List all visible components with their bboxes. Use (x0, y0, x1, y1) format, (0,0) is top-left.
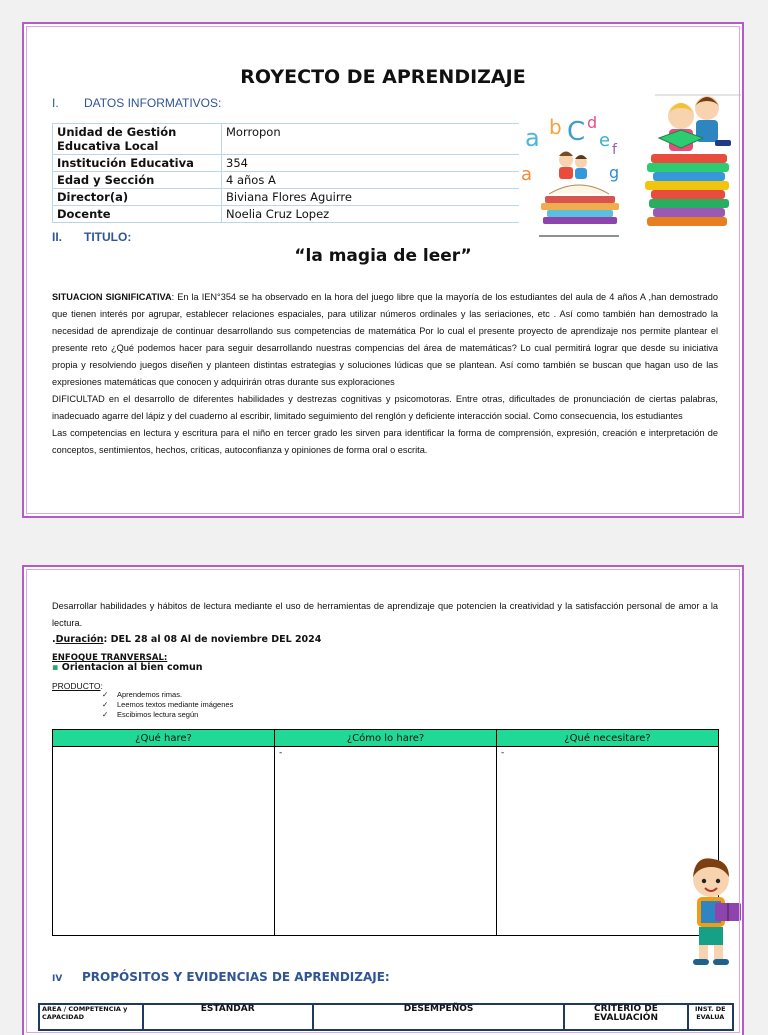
svg-text:f: f (612, 142, 617, 158)
column-header: ESTANDAR (143, 1004, 313, 1030)
section-label: PROPÓSITOS Y EVIDENCIAS DE APRENDIZAJE: (82, 970, 390, 984)
info-key: Docente (53, 206, 222, 223)
children-reading-books-illustration (519, 94, 741, 238)
page-2 (22, 565, 744, 1035)
column-header: ¿Qué necesitare? (497, 730, 719, 747)
enfoque-value: Orientacion al bien comun (61, 662, 203, 673)
info-key: Unidad de Gestión Educativa Local (53, 124, 222, 155)
column-header: DESEMPEÑOS (313, 1004, 565, 1030)
propositos-table (38, 1003, 734, 1031)
table-cell: - (275, 747, 497, 936)
enfoque-label: ENFOQUE TRANVERSAL: (52, 653, 168, 663)
producto-list (102, 690, 233, 720)
duration-label: Duración (55, 634, 104, 645)
info-value: Morropon (222, 124, 702, 155)
info-key: Director(a) (53, 189, 222, 206)
competencias-paragraph: Las competencias en lectura y escritura para el niño en tercer grado les sirven para identificar la forma de comprensión, expresión, creación e interpretación de conceptos, sentimientos, hechos, críticas, autoconfianza y opiniones de forma oral o escrita. (52, 428, 718, 455)
column-header: ¿Qué hare? (53, 730, 275, 747)
table-cell: - (497, 747, 719, 936)
document-title: ROYECTO DE APRENDIZAJE (240, 66, 526, 88)
dificultad-paragraph: DIFICULTAD en el desarrollo de diferentes habilidades y destrezas cognitivas y psicomotoras. Entre otras, dificultades de pronunciación de ciertas palabras, inadecuado agarre del lápiz y del cuaderno al escribir, limitado seguimiento del renglón y deficiente interacción social. Como consecuencia, los estudiantes (52, 394, 718, 421)
svg-text:e: e (599, 130, 611, 151)
producto-colon: : (100, 681, 103, 691)
info-value: Noelia Cruz Lopez (222, 206, 702, 223)
objetivo-paragraph: Desarrollar habilidades y hábitos de lectura mediante el uso de herramientas de aprendizaje que potencien la creatividad y la satisfacción personal de amor a la lectura. (52, 601, 718, 628)
section-datos-heading (52, 96, 221, 110)
table-row (53, 747, 719, 936)
svg-text:d: d (587, 113, 598, 132)
svg-text:b: b (549, 115, 562, 139)
bullet-icon: ▪ (52, 662, 59, 673)
column-header: AREA / COMPETENCIA y CAPACIDAD (39, 1004, 143, 1030)
section-number: IV (52, 974, 63, 984)
duration-prefix: . (52, 634, 56, 645)
list-item: ✓ Leemos textos mediante imágenes (102, 700, 233, 710)
list-item: ✓ Escibimos lectura según (102, 710, 233, 720)
section-label: DATOS INFORMATIVOS: (84, 96, 222, 110)
section-number: I. (52, 96, 59, 110)
boy-reading-book-illustration (681, 857, 745, 967)
column-header: INST. DE EVALUA (688, 1004, 733, 1030)
table-header-row (39, 1004, 733, 1030)
info-value: 354 (222, 155, 702, 172)
table-cell (53, 747, 275, 936)
project-title: “la magia de leer” (294, 246, 472, 266)
info-key: Edad y Sección (53, 172, 222, 189)
planning-table (52, 729, 719, 936)
situacion-paragraph (52, 289, 718, 459)
column-header: ¿Cómo lo hare? (275, 730, 497, 747)
duration-value: : DEL 28 al 08 Al de noviembre DEL 2024 (103, 634, 322, 645)
info-value: Biviana Flores Aguirre (222, 189, 702, 206)
page-1 (22, 22, 744, 518)
section-label: TITULO: (84, 230, 132, 244)
svg-text:a: a (525, 124, 540, 152)
svg-text:C: C (567, 117, 586, 147)
section-number: II. (52, 230, 63, 244)
table-header-row (53, 730, 719, 747)
enfoque-item (52, 662, 203, 673)
svg-text:a: a (521, 164, 533, 185)
column-header: CRITERIO DE EVALUACIÓN (564, 1004, 687, 1030)
section-propositos-heading (52, 970, 390, 984)
info-value: 4 años A (222, 172, 702, 189)
situacion-text: : En la IEN°354 se ha observado en la hora del juego libre que la mayoría de los estudiantes del aula de 4 años A ,han demostrado que tienen interés por agrupar, establecer relaciones espaciales, para utilizar números ordinales y las seriaciones, etc . Así como también han demostrado la necesidad de aprendizaje de continuar desarrollando sus competencias de matemática Por lo cual el presente proyecto de aprendizaje nos permite plantear el presente reto ¿Qué podemos hacer para seguir desarrollando nuestras compencias del área de matemáticas? Lo cual permitirá lograr que desde su iniciativa propia y resolviendo juegos diseñen y planteen distintas estrategias y soluciones lúdicas que se plantean. Así como también se buscan que hagan uso de las expresiones matemáticas que conocen y adquirirán otras durante sus exploraciones (52, 292, 718, 387)
info-key: Institución Educativa (53, 155, 222, 172)
list-item: ✓ Aprendemos rimas. (102, 690, 233, 700)
svg-text:g: g (609, 163, 620, 182)
section-titulo-heading (52, 230, 131, 244)
producto-label: PRODUCTO (52, 681, 101, 691)
producto-heading (52, 681, 103, 691)
situacion-label: SITUACION SIGNIFICATIVA (52, 292, 172, 302)
duration-line (52, 634, 321, 645)
